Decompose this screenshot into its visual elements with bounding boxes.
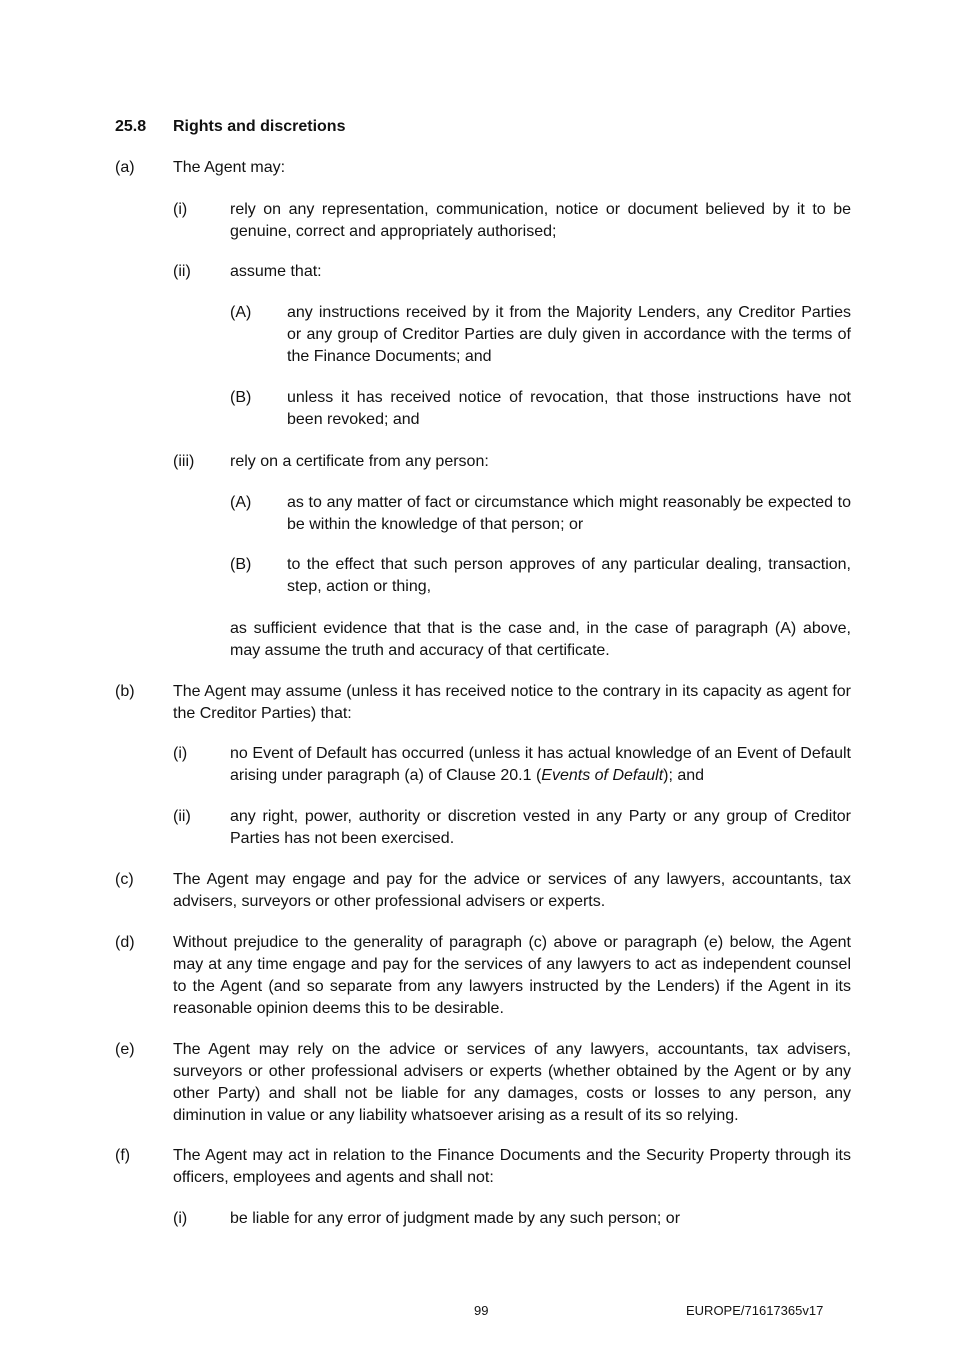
para-a-ii-label: (ii) <box>173 263 191 280</box>
section-number: 25.8 <box>115 118 147 135</box>
para-a-ii-text: assume that: <box>230 263 322 280</box>
para-d-text: Without prejudice to the generality of paragraph (c) above or paragraph (e) below, the Agent may at any time engage and pay for the services of any lawyers to act as independent counsel to the Agent (and so separate from any lawyers instructed by the Lenders) if the Agent in its reasonable opinion deems this to be desirable. <box>173 934 851 1017</box>
para-f-text: The Agent may act in relation to the Finance Documents and the Security Property through its officers, employees and agents and shall not: <box>173 1147 851 1186</box>
para-e-text: The Agent may rely on the advice or services of any lawyers, accountants, tax advisers, surveyors or other professional advisers or experts (whether obtained by the Agent or by any other Party) and shall not be liable for any damages, costs or losses to any person, any diminution in value or any liability whatsoever arising as a result of its so relying. <box>173 1041 851 1124</box>
events-of-default-ref: Events of Default <box>541 767 664 784</box>
para-a-label: (a) <box>115 159 135 176</box>
para-f-i-label: (i) <box>173 1210 188 1227</box>
para-c-text: The Agent may engage and pay for the advice or services of any lawyers, accountants, tax advisers, surveyors or other professional advisers or experts. <box>173 871 851 910</box>
para-a-iii-label: (iii) <box>173 453 195 470</box>
para-c-label: (c) <box>115 871 134 888</box>
para-a-iii-B-text: to the effect that such person approves of any particular dealing, transaction, step, action or thing, <box>287 556 851 595</box>
para-f-i-text: be liable for any error of judgment made by any such person; or <box>230 1210 681 1227</box>
para-b-ii-label: (ii) <box>173 808 191 825</box>
para-e-label: (e) <box>115 1041 135 1058</box>
para-a-iii-B-label: (B) <box>230 556 252 573</box>
para-a-ii-B-label: (B) <box>230 389 252 406</box>
para-b-label: (b) <box>115 683 135 700</box>
para-b-ii-text: any right, power, authority or discretion vested in any Party or any group of Creditor Parties has not been exercised. <box>230 808 851 847</box>
para-a-ii-B-text: unless it has received notice of revocation, that those instructions have not been revoked; and <box>287 389 851 428</box>
para-a-iii-text: rely on a certificate from any person: <box>230 453 489 470</box>
para-f-label: (f) <box>115 1147 131 1164</box>
para-a-iii-tail: as sufficient evidence that that is the case and, in the case of paragraph (A) above, may assume the truth and accuracy of that certificate. <box>230 620 851 659</box>
para-a-text: The Agent may: <box>173 159 286 176</box>
para-b-i-label: (i) <box>173 745 188 762</box>
section-title: Rights and discretions <box>173 118 346 135</box>
para-a-i-label: (i) <box>173 201 188 218</box>
page-number: 99 <box>474 1303 489 1318</box>
para-a-ii-A-label: (A) <box>230 304 252 321</box>
document-reference: EUROPE/71617365v17 <box>686 1303 824 1318</box>
para-a-iii-A-text: as to any matter of fact or circumstance which might reasonably be expected to be within the knowledge of that person; or <box>287 494 851 533</box>
para-d-label: (d) <box>115 934 135 951</box>
para-b-i-text: no Event of Default has occurred (unless it has actual knowledge of an Event of Default arising under paragraph (a) of Clause 20.1 (Events of Default); and <box>230 745 851 784</box>
para-a-i-text: rely on any representation, communication, notice or document believed by it to be genuine, correct and appropriately authorised; <box>230 201 851 240</box>
para-a-ii-A-text: any instructions received by it from the Majority Lenders, any Creditor Parties or any group of Creditor Parties are duly given in accordance with the terms of the Finance Documents; and <box>287 304 851 365</box>
para-a-iii-A-label: (A) <box>230 494 252 511</box>
para-b-text: The Agent may assume (unless it has received notice to the contrary in its capacity as agent for the Creditor Parties) that: <box>173 683 851 722</box>
